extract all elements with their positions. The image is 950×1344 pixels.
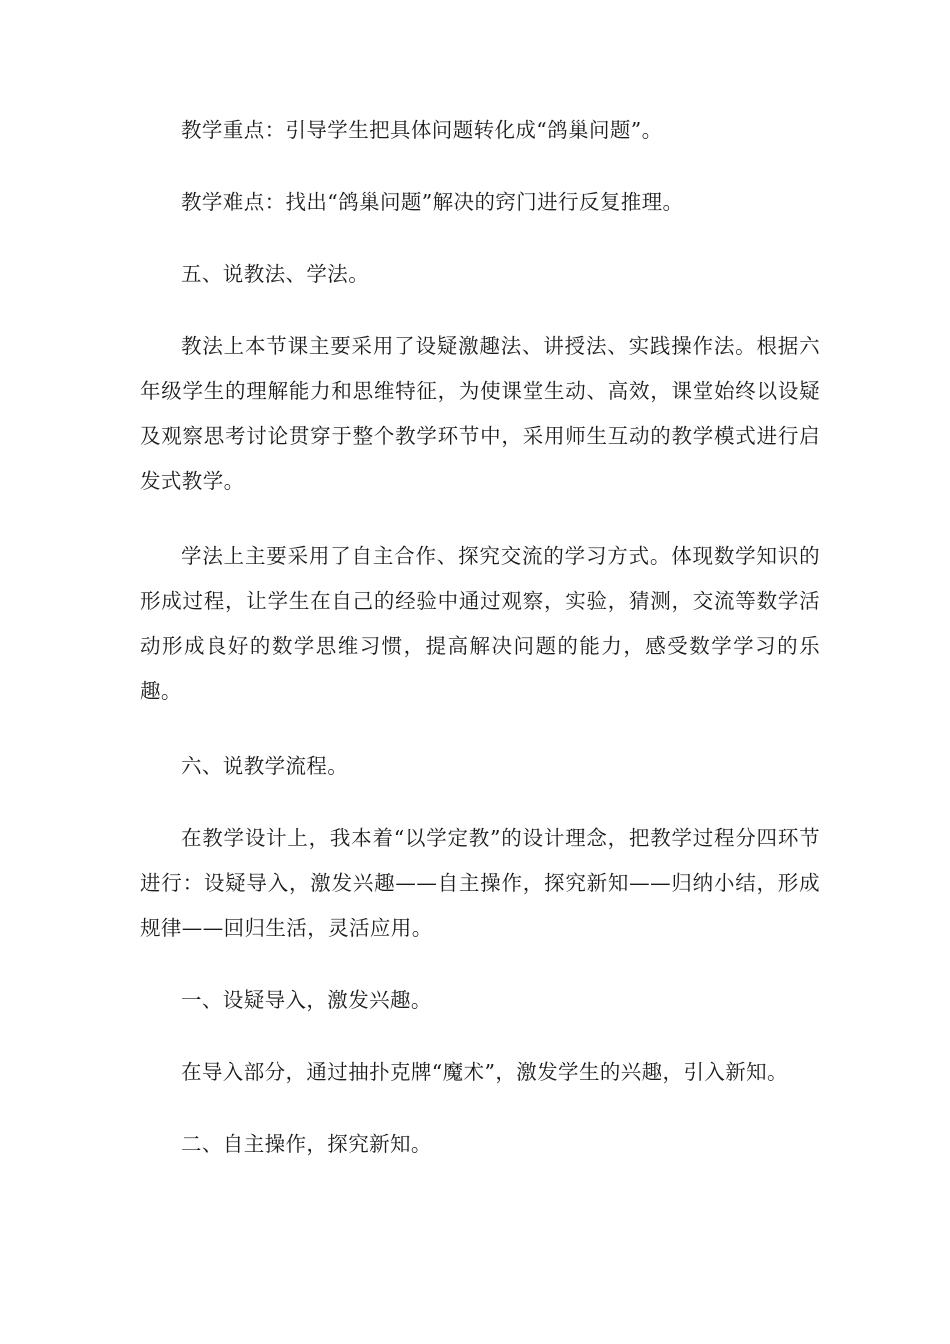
step-one-heading: 一、设疑导入，激发兴趣。 bbox=[181, 988, 432, 1012]
teaching-method-paragraph: 教法上本节课主要采用了设疑激趣法、讲授法、实践操作法。根据六年级学生的理解能力和思维特征，为使课堂生动、高效，课堂始终以设疑及观察思考讨论贯穿于整个教学环节中，采用师生互动的教学模式进行启发式教学。 bbox=[140, 334, 820, 493]
document-body bbox=[140, 108, 820, 1194]
teaching-focus-paragraph: 教学重点：引导学生把具体问题转化成“鸽巢问题”。 bbox=[181, 118, 663, 142]
teaching-difficulty-paragraph: 教学难点：找出“鸽巢问题”解决的窍门进行反复推理。 bbox=[181, 190, 684, 214]
learning-method-paragraph: 学法上主要采用了自主合作、探究交流的学习方式。体现数学知识的形成过程，让学生在自己的经验中通过观察，实验，猜测，交流等数学活动形成良好的数学思维习惯，提高解决问题的能力，感受数学学习的乐趣。 bbox=[140, 544, 820, 703]
section-heading-process: 六、说教学流程。 bbox=[181, 754, 349, 778]
section-heading-methods: 五、说教法、学法。 bbox=[181, 262, 370, 286]
process-overview-paragraph: 在教学设计上，我本着“以学定教”的设计理念，把教学过程分四环节进行：设疑导入，激发兴趣——自主操作，探究新知——归纳小结，形成规律——回归生活，灵活应用。 bbox=[140, 826, 820, 940]
step-one-paragraph: 在导入部分，通过抽扑克牌“魔术”，激发学生的兴趣，引入新知。 bbox=[181, 1060, 788, 1084]
step-two-heading: 二、自主操作，探究新知。 bbox=[181, 1132, 432, 1156]
